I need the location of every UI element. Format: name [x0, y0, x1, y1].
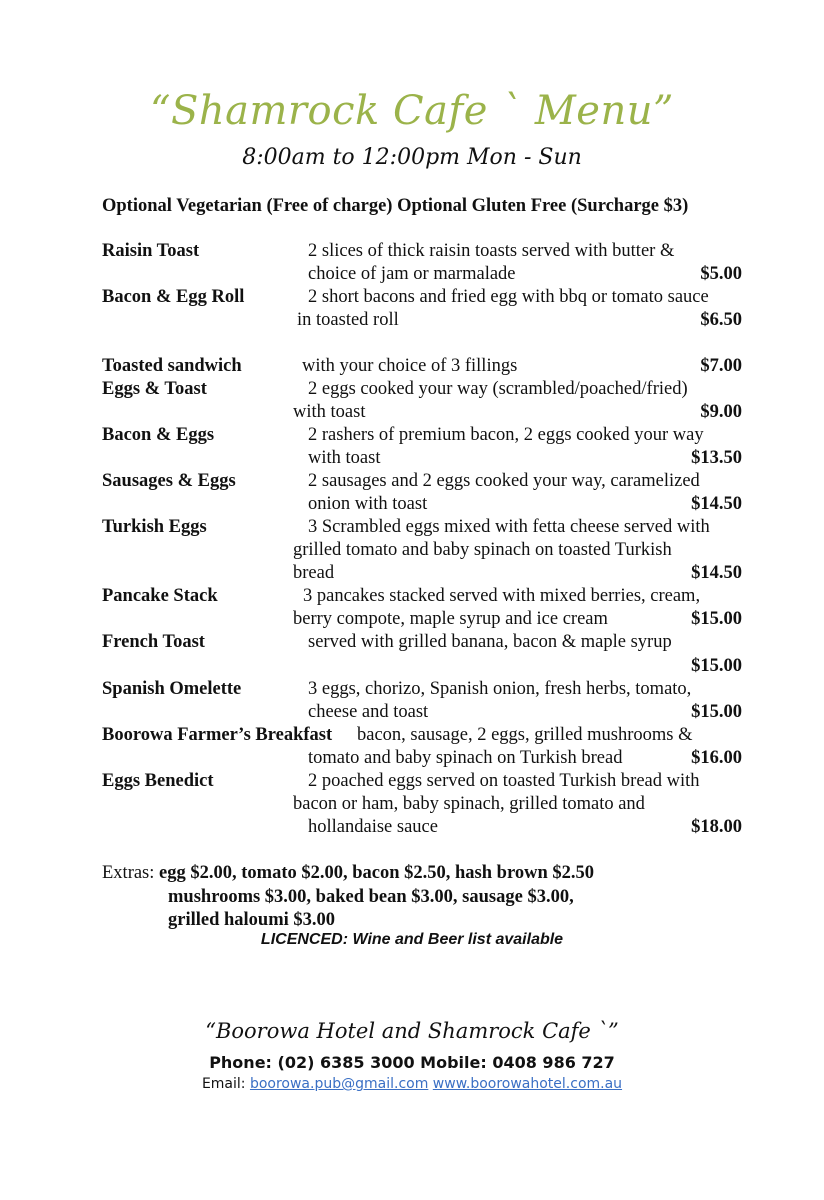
email-label: Email:: [201, 1076, 246, 1092]
item-description: cheese and toast: [308, 702, 429, 722]
item-description: in toasted roll: [297, 310, 399, 330]
item-price: $15.00: [691, 656, 742, 676]
item-description: choice of jam or marmalade: [308, 264, 516, 284]
item-name: Sausages & Eggs: [102, 471, 236, 491]
item-name: Bacon & Egg Roll: [102, 287, 245, 307]
item-price: $9.00: [700, 402, 742, 422]
item-description: 2 slices of thick raisin toasts served with butter &: [308, 241, 675, 261]
item-name: Eggs Benedict: [102, 771, 214, 791]
item-price: $14.50: [691, 563, 742, 583]
footer-title: “Boorowa Hotel and Shamrock Cafe `”: [205, 1019, 619, 1043]
extras-label: Extras:: [102, 863, 155, 883]
item-price: $13.50: [691, 448, 742, 468]
item-description: with your choice of 3 fillings: [302, 356, 518, 376]
item-name: Pancake Stack: [102, 586, 218, 606]
item-description: hollandaise sauce: [308, 817, 438, 837]
item-price: $15.00: [691, 702, 742, 722]
menu-title: “Shamrock Cafe ` Menu”: [150, 88, 674, 134]
item-price: $15.00: [691, 609, 742, 629]
item-name: Toasted sandwich: [102, 356, 242, 376]
opening-hours: 8:00am to 12:00pm Mon - Sun: [242, 145, 582, 170]
item-price: $16.00: [691, 748, 742, 768]
item-description: 2 rashers of premium bacon, 2 eggs cooked your way: [308, 425, 704, 445]
item-name: Raisin Toast: [102, 241, 200, 261]
dietary-options: Optional Vegetarian (Free of charge) Optional Gluten Free (Surcharge $3): [102, 196, 689, 216]
contact-email: [0, 1076, 824, 1092]
item-name: Bacon & Eggs: [102, 425, 215, 445]
item-description: 2 poached eggs served on toasted Turkish bread with: [308, 771, 700, 791]
item-price: $5.00: [700, 264, 742, 284]
item-description: 3 pancakes stacked served with mixed berries, cream,: [303, 586, 701, 606]
item-description: bacon or ham, baby spinach, grilled tomato and: [293, 794, 645, 814]
item-description: grilled tomato and baby spinach on toasted Turkish: [293, 540, 672, 560]
item-description: with toast: [308, 448, 381, 468]
item-description: 2 sausages and 2 eggs cooked your way, caramelized: [308, 471, 700, 491]
item-description: served with grilled banana, bacon & maple syrup: [308, 632, 672, 652]
extras-section: [102, 862, 594, 885]
item-name: French Toast: [102, 632, 205, 652]
item-price: $6.50: [700, 310, 742, 330]
item-name: Eggs & Toast: [102, 379, 207, 399]
email-link[interactable]: boorowa.pub@gmail.com: [249, 1076, 429, 1092]
item-name: Boorowa Farmer’s Breakfast: [102, 725, 333, 745]
item-price: $7.00: [700, 356, 742, 376]
item-description: onion with toast: [308, 494, 428, 514]
item-name: Spanish Omelette: [102, 679, 242, 699]
licence-note: LICENCED: Wine and Beer list available: [260, 931, 564, 948]
extras-line-1: egg $2.00, tomato $2.00, bacon $2.50, hash brown $2.50: [159, 863, 594, 883]
extras-line-2: mushrooms $3.00, baked bean $3.00, sausage $3.00,: [168, 887, 574, 907]
item-description: bread: [293, 563, 335, 583]
item-price: $18.00: [691, 817, 742, 837]
contact-phone: Phone: (02) 6385 3000 Mobile: 0408 986 727: [209, 1053, 615, 1072]
item-description: bacon, sausage, 2 eggs, grilled mushrooms &: [357, 725, 693, 745]
item-description: tomato and baby spinach on Turkish bread: [308, 748, 623, 768]
item-name: Turkish Eggs: [102, 517, 207, 537]
item-description: 3 eggs, chorizo, Spanish onion, fresh herbs, tomato,: [308, 679, 692, 699]
item-description: 2 short bacons and fried egg with bbq or tomato sauce: [308, 287, 709, 307]
item-description: berry compote, maple syrup and ice cream: [293, 609, 608, 629]
item-description: 2 eggs cooked your way (scrambled/poached/fried): [308, 379, 688, 399]
extras-line-3: grilled haloumi $3.00: [168, 910, 336, 930]
item-price: $14.50: [691, 494, 742, 514]
website-link[interactable]: www.boorowahotel.com.au: [432, 1076, 623, 1092]
item-description: with toast: [293, 402, 366, 422]
item-description: 3 Scrambled eggs mixed with fetta cheese served with: [308, 517, 710, 537]
